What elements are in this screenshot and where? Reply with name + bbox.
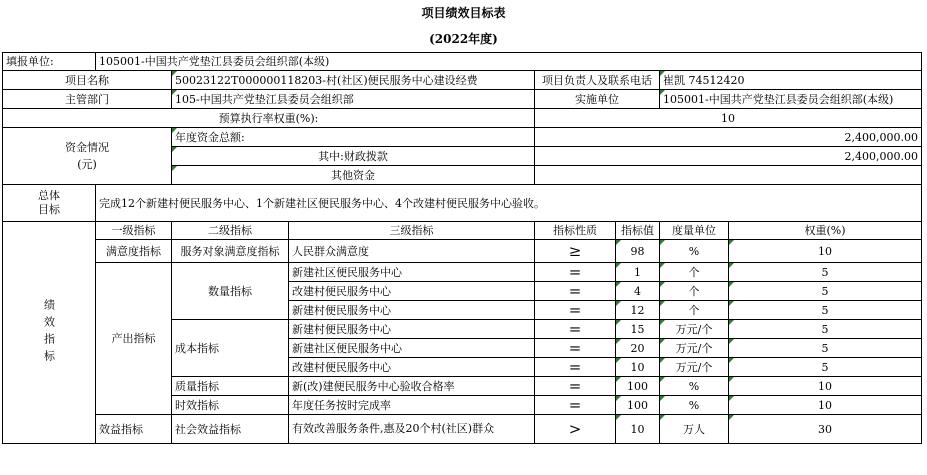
perf-header-row bbox=[3, 222, 922, 240]
fund-total-value[interactable]: 2,400,000.00 bbox=[535, 128, 922, 147]
header-level2[interactable]: 二级指标 bbox=[172, 222, 289, 240]
level3-cell[interactable]: 新建村便民服务中心 bbox=[289, 301, 535, 320]
level3-cell[interactable]: 改建村便民服务中心 bbox=[289, 282, 535, 301]
value-cell[interactable]: 12 bbox=[616, 301, 660, 320]
goal-value[interactable]: 完成12个新建村便民服务中心、1个新建社区便民服务中心、4个改建村便民服务中心验收。 bbox=[96, 185, 922, 222]
nature-cell[interactable]: = bbox=[535, 320, 616, 339]
unit-cell[interactable]: 万人 bbox=[660, 415, 729, 444]
nature-cell[interactable]: = bbox=[535, 377, 616, 396]
nature-cell[interactable]: = bbox=[535, 263, 616, 282]
level3-cell[interactable]: 新(改)建便民服务中心验收合格率 bbox=[289, 377, 535, 396]
sheet-year: (2022年度) bbox=[429, 32, 498, 46]
goal-label[interactable] bbox=[3, 185, 96, 222]
value-cell[interactable]: 100 bbox=[616, 396, 660, 415]
unit-cell[interactable]: % bbox=[660, 396, 729, 415]
project-name-label[interactable]: 项目名称 bbox=[3, 71, 172, 90]
level3-cell[interactable]: 人民群众满意度 bbox=[289, 240, 535, 263]
manager-value[interactable]: 崔凯 74512420 bbox=[660, 71, 922, 90]
header-weight[interactable]: 权重(%) bbox=[729, 222, 922, 240]
unit-cell[interactable]: 万元/个 bbox=[660, 339, 729, 358]
level1-cell[interactable]: 效益指标 bbox=[96, 415, 172, 444]
budget-weight-row bbox=[3, 109, 922, 128]
nature-cell[interactable]: = bbox=[535, 282, 616, 301]
header-unit[interactable]: 度量单位 bbox=[660, 222, 729, 240]
level2-cell[interactable]: 时效指标 bbox=[172, 396, 289, 415]
budget-weight-value[interactable]: 10 bbox=[535, 109, 922, 128]
level3-cell[interactable]: 改建村便民服务中心 bbox=[289, 358, 535, 377]
unit-cell[interactable]: % bbox=[660, 240, 729, 263]
goal-row bbox=[3, 185, 922, 222]
value-cell[interactable]: 10 bbox=[616, 358, 660, 377]
perf-row bbox=[3, 263, 922, 282]
sheet-title: 项目绩效目标表 bbox=[421, 6, 506, 20]
impl-value[interactable]: 105001-中国共产党垫江县委员会组织部(本级) bbox=[660, 90, 922, 109]
level2-cell[interactable]: 成本指标 bbox=[172, 320, 289, 377]
perf-row bbox=[3, 415, 922, 444]
value-cell[interactable]: 20 bbox=[616, 339, 660, 358]
unit-cell[interactable]: 万元/个 bbox=[660, 358, 729, 377]
value-cell[interactable]: 4 bbox=[616, 282, 660, 301]
nature-cell[interactable]: = bbox=[535, 396, 616, 415]
nature-cell[interactable]: ≥ bbox=[535, 240, 616, 263]
weight-cell[interactable]: 5 bbox=[729, 339, 922, 358]
header-level3[interactable]: 三级指标 bbox=[289, 222, 535, 240]
weight-cell[interactable]: 10 bbox=[729, 377, 922, 396]
dept-row bbox=[3, 90, 922, 109]
weight-cell[interactable]: 10 bbox=[729, 240, 922, 263]
impl-label[interactable]: 实施单位 bbox=[535, 90, 660, 109]
unit-value[interactable]: 105001-中国共产党垫江县委员会组织部(本级) bbox=[96, 53, 922, 71]
level2-cell[interactable]: 服务对象满意度指标 bbox=[172, 240, 289, 263]
value-cell[interactable]: 100 bbox=[616, 377, 660, 396]
goal-label-line2: 目标 bbox=[38, 203, 60, 216]
weight-cell[interactable]: 5 bbox=[729, 358, 922, 377]
perf-label: 绩效指标 bbox=[42, 298, 56, 367]
project-name-value[interactable]: 50023122T000000118203-村(社区)便民服务中心建设经费 bbox=[172, 71, 535, 90]
fund-other-label[interactable]: 其他资金 bbox=[172, 166, 535, 185]
unit-cell[interactable]: % bbox=[660, 377, 729, 396]
unit-label[interactable]: 填报单位: bbox=[3, 53, 96, 71]
manager-label[interactable]: 项目负责人及联系电话 bbox=[535, 71, 660, 90]
level3-cell[interactable]: 有效改善服务条件,惠及20个村(社区)群众 bbox=[289, 415, 535, 444]
performance-table bbox=[2, 52, 922, 444]
nature-cell[interactable]: > bbox=[535, 415, 616, 444]
fund-label-line2: (元) bbox=[77, 158, 97, 171]
header-nature[interactable]: 指标性质 bbox=[535, 222, 616, 240]
unit-cell[interactable]: 个 bbox=[660, 263, 729, 282]
level1-cell[interactable]: 满意度指标 bbox=[96, 240, 172, 263]
fund-fiscal-value[interactable]: 2,400,000.00 bbox=[535, 147, 922, 166]
unit-cell[interactable]: 个 bbox=[660, 282, 729, 301]
nature-cell[interactable]: = bbox=[535, 301, 616, 320]
level2-cell[interactable]: 社会效益指标 bbox=[172, 415, 289, 444]
unit-cell[interactable]: 个 bbox=[660, 301, 729, 320]
level1-cell[interactable]: 产出指标 bbox=[96, 263, 172, 415]
weight-cell[interactable]: 5 bbox=[729, 263, 922, 282]
weight-cell[interactable]: 5 bbox=[729, 301, 922, 320]
nature-cell[interactable]: = bbox=[535, 339, 616, 358]
header-level1[interactable]: 一级指标 bbox=[96, 222, 172, 240]
fund-total-row bbox=[3, 128, 922, 147]
level3-cell[interactable]: 新建社区便民服务中心 bbox=[289, 339, 535, 358]
fund-fiscal-label[interactable]: 其中:财政拨款 bbox=[172, 147, 535, 166]
weight-cell[interactable]: 10 bbox=[729, 396, 922, 415]
header-value[interactable]: 指标值 bbox=[616, 222, 660, 240]
fund-section-label[interactable] bbox=[3, 128, 172, 185]
unit-cell[interactable]: 万元/个 bbox=[660, 320, 729, 339]
dept-label[interactable]: 主管部门 bbox=[3, 90, 172, 109]
goal-label-line1: 总体 bbox=[38, 189, 60, 202]
level2-cell[interactable]: 数量指标 bbox=[172, 263, 289, 320]
project-name-row bbox=[3, 71, 922, 90]
fund-other-value[interactable] bbox=[535, 166, 922, 185]
level2-cell[interactable]: 质量指标 bbox=[172, 377, 289, 396]
level3-cell[interactable]: 新建社区便民服务中心 bbox=[289, 263, 535, 282]
level3-cell[interactable]: 年度任务按时完成率 bbox=[289, 396, 535, 415]
fund-label-line1: 资金情况 bbox=[65, 141, 109, 154]
weight-cell[interactable]: 30 bbox=[729, 415, 922, 444]
perf-section-label[interactable] bbox=[3, 222, 96, 444]
value-cell[interactable]: 15 bbox=[616, 320, 660, 339]
value-cell[interactable]: 10 bbox=[616, 415, 660, 444]
fund-total-label[interactable]: 年度资金总额: bbox=[172, 128, 535, 147]
nature-cell[interactable]: = bbox=[535, 358, 616, 377]
value-cell[interactable]: 1 bbox=[616, 263, 660, 282]
value-cell[interactable]: 98 bbox=[616, 240, 660, 263]
unit-row bbox=[3, 53, 922, 71]
budget-weight-label[interactable]: 预算执行率权重(%): bbox=[3, 109, 535, 128]
weight-cell[interactable]: 5 bbox=[729, 320, 922, 339]
level3-cell[interactable]: 新建村便民服务中心 bbox=[289, 320, 535, 339]
perf-row bbox=[3, 240, 922, 263]
weight-cell[interactable]: 5 bbox=[729, 282, 922, 301]
dept-value[interactable]: 105-中国共产党垫江县委员会组织部 bbox=[172, 90, 535, 109]
